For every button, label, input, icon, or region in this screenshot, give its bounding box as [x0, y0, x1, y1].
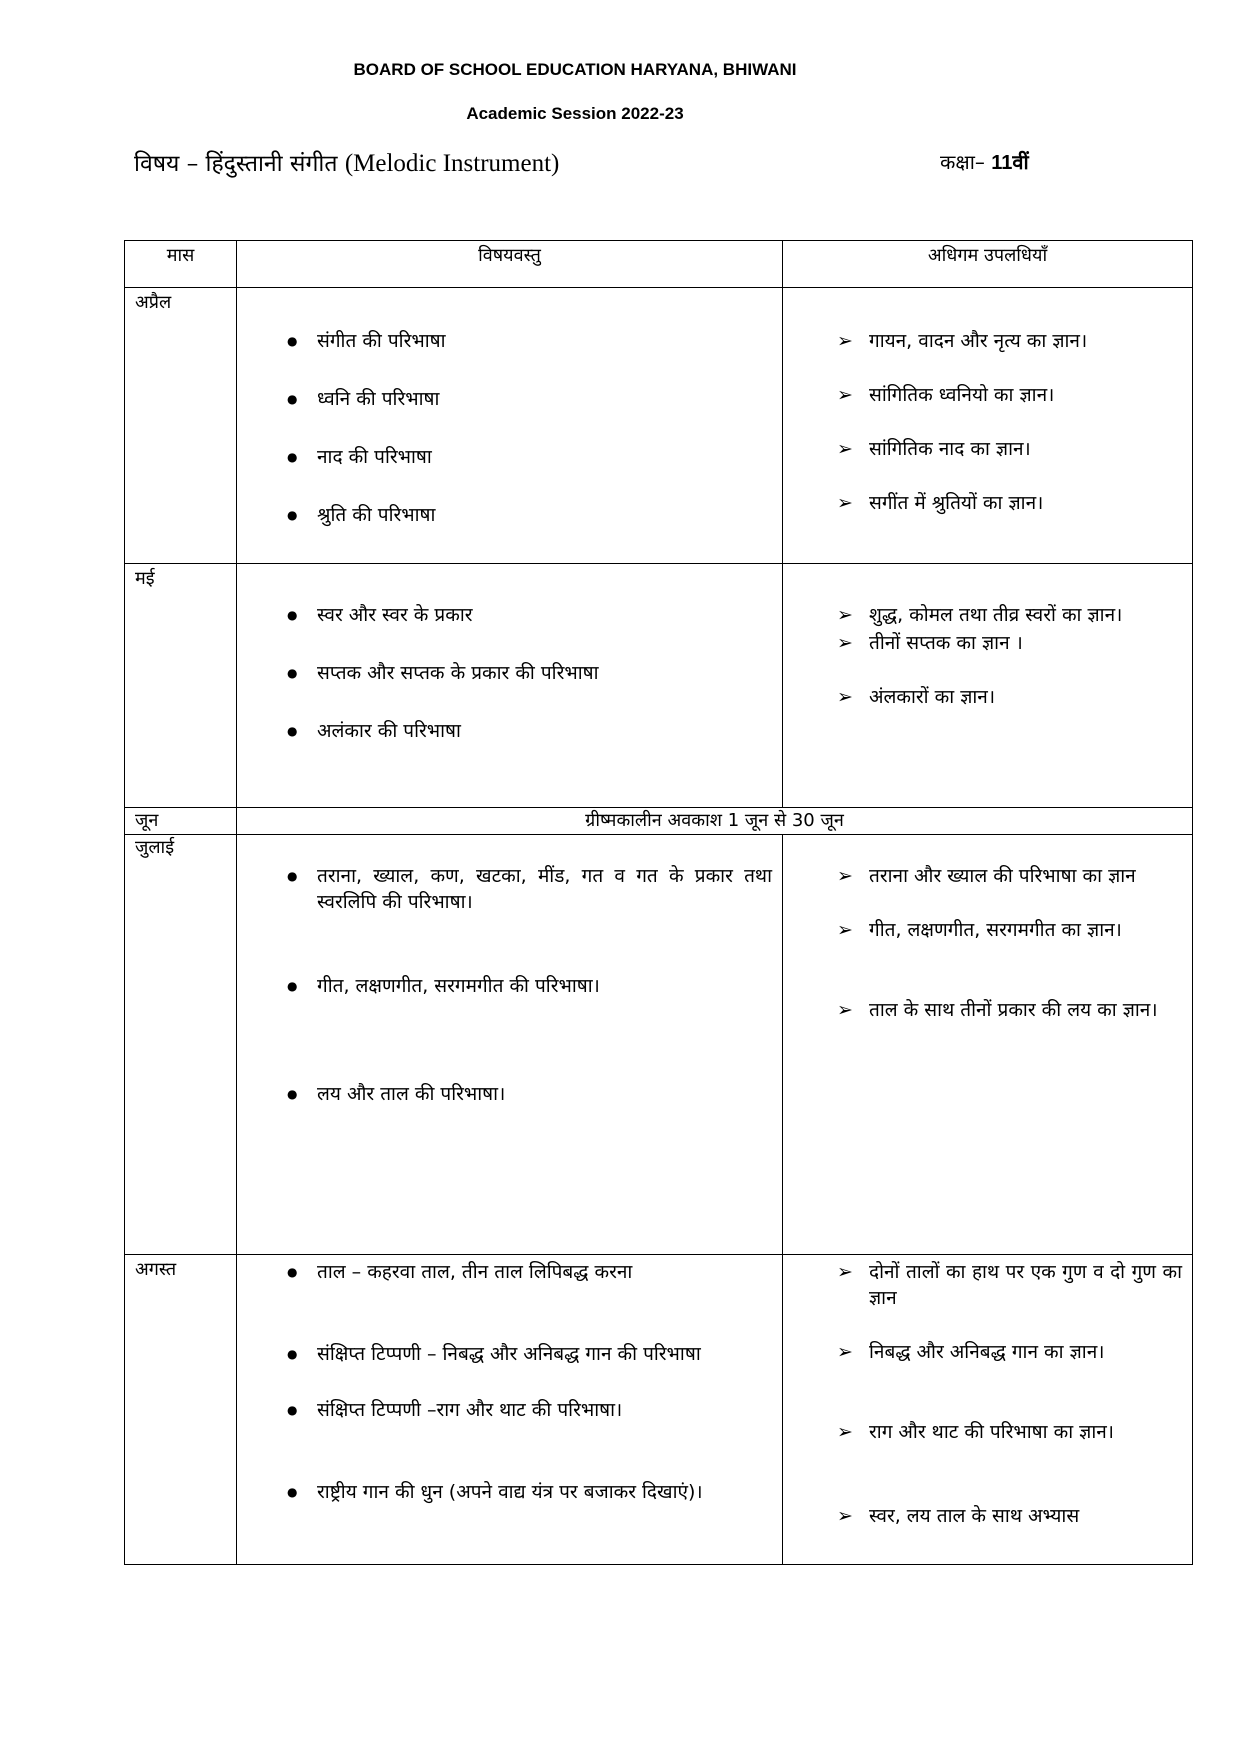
table-row	[125, 288, 1193, 564]
topic-item: ● सप्तक और सप्तक के प्रकार की परिभाषा	[237, 660, 782, 686]
topic-item: ● श्रुति की परिभाषा	[237, 502, 782, 528]
topic-item: ● नाद की परिभाषा	[237, 444, 782, 470]
syllabus-table	[124, 240, 1193, 1565]
column-header-month: मास	[125, 241, 237, 288]
arrow-bullet-icon: ➢	[837, 1341, 853, 1363]
month-cell: अप्रैल	[125, 288, 237, 564]
topic-item: ● अलंकार की परिभाषा	[237, 718, 782, 744]
arrow-bullet-icon: ➢	[837, 632, 853, 654]
topic-item: ● संक्षिप्त टिप्पणी –राग और थाट की परिभाषा।	[237, 1397, 782, 1423]
outcome-item: ➢ शुद्ध, कोमल तथा तीव्र स्वरों का ज्ञान।	[837, 604, 1123, 626]
column-header-outcomes: अधिगम उपलधियाँ	[783, 241, 1193, 288]
topic-item: ● तराना, ख्याल, कण, खटका, मींड, गत व गत के प्रकार तथा स्वरलिपि की परिभाषा।	[237, 863, 782, 915]
topic-item: ● गीत, लक्षणगीत, सरगमगीत की परिभाषा।	[237, 973, 782, 999]
class-line	[940, 148, 1029, 175]
outcome-item: ➢ राग और थाट की परिभाषा का ज्ञान।	[837, 1421, 1115, 1443]
outcomes-cell	[783, 1255, 1193, 1565]
subject-line	[134, 146, 559, 178]
subject-label: विषय – हिंदुस्तानी संगीत	[134, 151, 338, 177]
outcome-item: ➢ निबद्ध और अनिबद्ध गान का ज्ञान।	[837, 1341, 1105, 1363]
column-header-content: विषयवस्तु	[237, 241, 783, 288]
outcome-item: ➢ दोनों तालों का हाथ पर एक गुण व दो गुण का ज्ञान	[837, 1261, 1182, 1309]
arrow-bullet-icon: ➢	[837, 384, 853, 406]
outcomes-cell	[783, 288, 1193, 564]
month-cell: जून	[125, 808, 237, 835]
arrow-bullet-icon: ➢	[837, 1421, 853, 1443]
arrow-bullet-icon: ➢	[837, 919, 853, 941]
subject-english: (Melodic Instrument)	[344, 150, 560, 177]
outcome-item: ➢ तीनों सप्तक का ज्ञान ।	[837, 632, 1023, 654]
table-header-row	[125, 241, 1193, 288]
month-cell: अगस्त	[125, 1255, 237, 1565]
vacation-note: ग्रीष्मकालीन अवकाश 1 जून से 30 जून	[237, 808, 1193, 835]
outcome-item: ➢ तराना और ख्याल की परिभाषा का ज्ञान	[837, 865, 1136, 887]
table-row	[125, 808, 1193, 835]
topics-cell	[237, 1255, 783, 1565]
topics-cell	[237, 564, 783, 808]
arrow-bullet-icon: ➢	[837, 492, 853, 514]
outcome-item: ➢ सांगितिक नाद का ज्ञान।	[837, 438, 1031, 460]
topic-item: ● संगीत की परिभाषा	[237, 328, 782, 354]
topics-cell	[237, 288, 783, 564]
arrow-bullet-icon: ➢	[837, 865, 853, 887]
outcome-item: ➢ ताल के साथ तीनों प्रकार की लय का ज्ञान।	[837, 999, 1158, 1021]
topic-item: ● ताल – कहरवा ताल, तीन ताल लिपिबद्ध करना	[237, 1259, 782, 1285]
session-title: Academic Session 2022-23	[466, 104, 684, 123]
table-row	[125, 835, 1193, 1255]
topic-item: ● स्वर और स्वर के प्रकार	[237, 602, 782, 628]
month-cell: मई	[125, 564, 237, 808]
topic-item: ● लय और ताल की परिभाषा।	[237, 1081, 782, 1107]
arrow-bullet-icon: ➢	[837, 1505, 853, 1527]
table-row	[125, 1255, 1193, 1565]
arrow-bullet-icon: ➢	[837, 438, 853, 460]
arrow-bullet-icon: ➢	[837, 604, 853, 626]
outcome-item: ➢ सांगितिक ध्वनियो का ज्ञान।	[837, 384, 1055, 406]
topics-cell	[237, 835, 783, 1255]
outcome-item: ➢ गायन, वादन और नृत्य का ज्ञान।	[837, 330, 1088, 352]
table-row	[125, 564, 1193, 808]
topic-item: ● ध्वनि की परिभाषा	[237, 386, 782, 412]
outcomes-cell	[783, 564, 1193, 808]
arrow-bullet-icon: ➢	[837, 330, 853, 352]
board-title: BOARD OF SCHOOL EDUCATION HARYANA, BHIWANI	[353, 60, 797, 79]
outcome-item: ➢ अंलकारों का ज्ञान।	[837, 686, 996, 708]
topic-item: ● राष्ट्रीय गान की धुन (अपने वाद्य यंत्र पर बजाकर दिखाएं)।	[237, 1479, 782, 1505]
outcome-item: ➢ गीत, लक्षणगीत, सरगमगीत का ज्ञान।	[837, 919, 1122, 941]
outcomes-cell	[783, 835, 1193, 1255]
outcome-item: ➢ स्वर, लय ताल के साथ अभ्यास	[837, 1505, 1080, 1527]
outcome-item: ➢ सगींत में श्रुतियों का ज्ञान।	[837, 492, 1044, 514]
arrow-bullet-icon: ➢	[837, 999, 853, 1021]
arrow-bullet-icon: ➢	[837, 1261, 853, 1283]
month-cell: जुलाई	[125, 835, 237, 1255]
class-value: 11वीं	[991, 152, 1029, 174]
arrow-bullet-icon: ➢	[837, 686, 853, 708]
class-label: कक्षा–	[940, 150, 985, 174]
topic-item: ● संक्षिप्त टिप्पणी – निबद्ध और अनिबद्ध गान की परिभाषा	[237, 1341, 782, 1367]
